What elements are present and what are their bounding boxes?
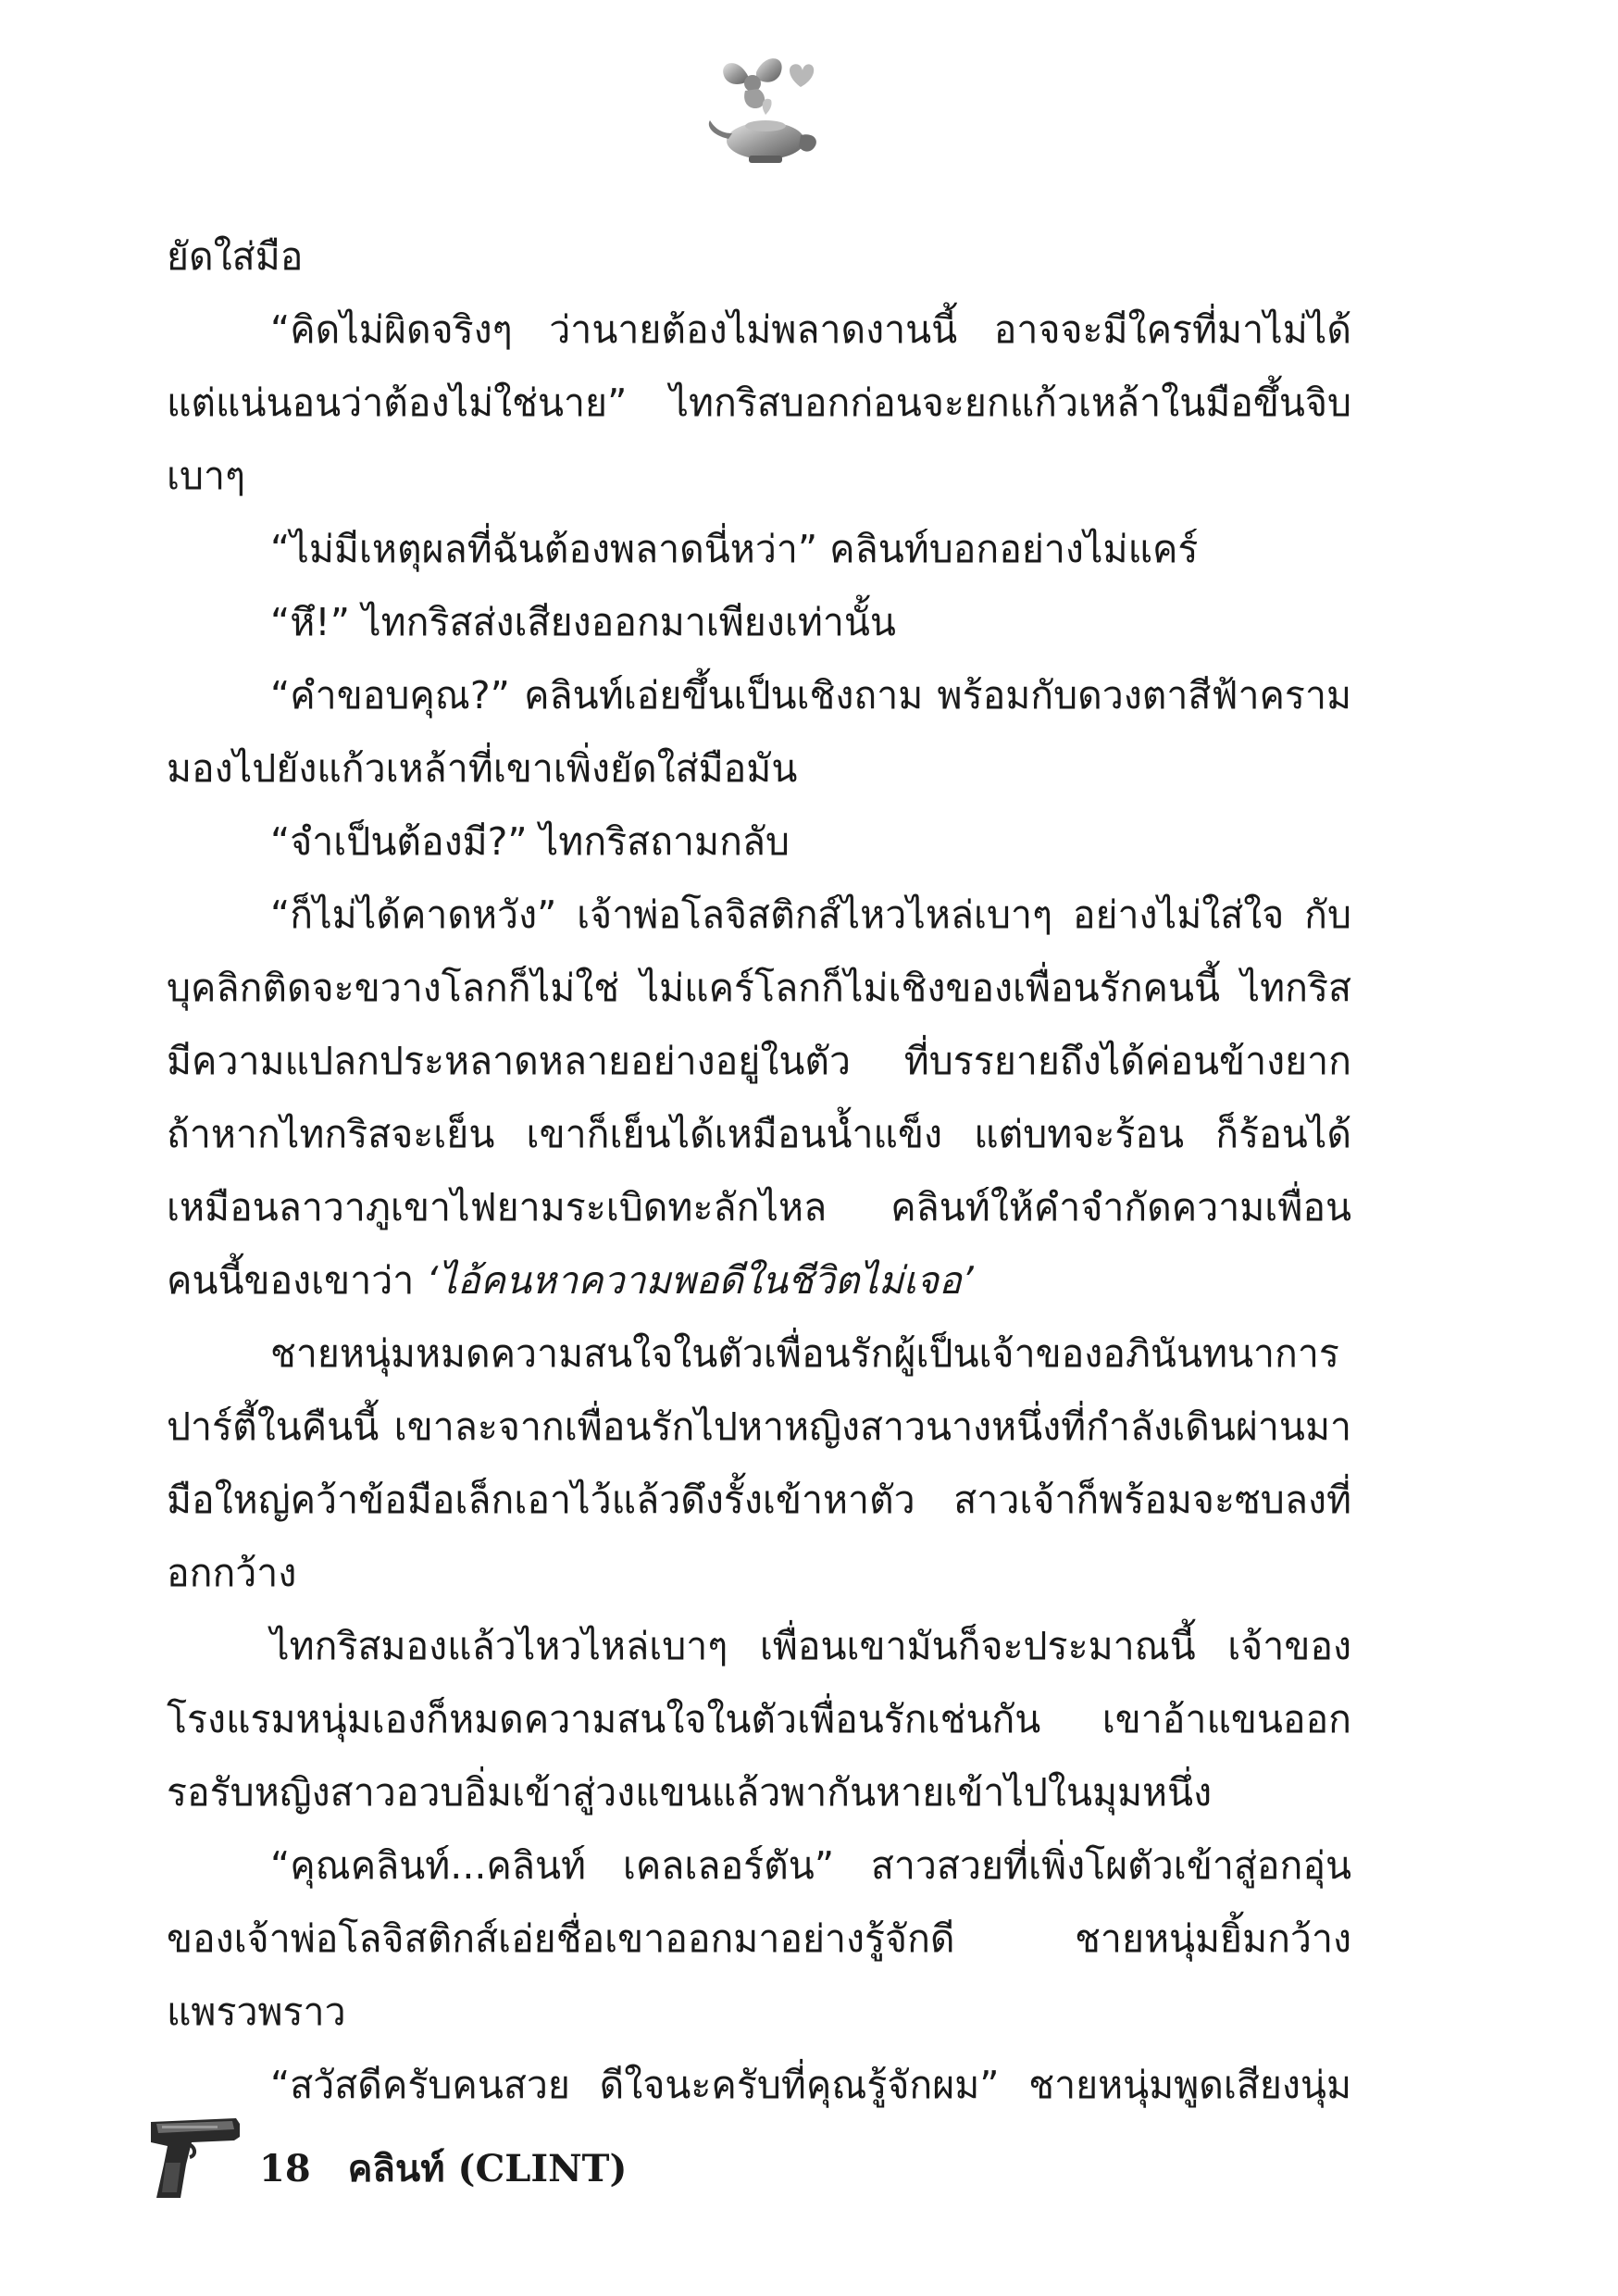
- text-line: [167, 1903, 1351, 1976]
- text-line: [167, 513, 1351, 586]
- text-line-content: “คิดไม่ผิดจริงๆ ว่านายต้องไม่พลาดงานนี้ อาจจะมีใครที่มาไม่ได้: [270, 307, 1351, 352]
- text-line: [167, 1976, 1351, 2049]
- text-line: [167, 659, 1351, 732]
- pistol-icon: [143, 2109, 245, 2202]
- text-line-content: ปาร์ตี้ในคืนนี้ เขาละจากเพื่อนรักไปหาหญิงสาวนางหนึ่งที่กำลังเดินผ่านมา: [167, 1404, 1351, 1449]
- text-line: [167, 586, 1351, 659]
- text-line-content: เบาๆ: [167, 454, 246, 498]
- text-line: [167, 220, 1351, 293]
- text-line-content: “ก็ไม่ได้คาดหวัง” เจ้าพ่อโลจิสติกส์ไหวไหล่เบาๆ อย่างไม่ใส่ใจ กับ: [270, 892, 1351, 937]
- text-line: [167, 1098, 1351, 1171]
- text-line: [167, 1171, 1351, 1244]
- text-line-content: “สวัสดีครับคนสวย ดีใจนะครับที่คุณรู้จักผม” ชายหนุ่มพูดเสียงนุ่ม: [270, 2063, 1351, 2107]
- text-line-content: แต่แน่นอนว่าต้องไม่ใช่นาย” ไทกริสบอกก่อนจะยกแก้วเหล้าในมือขึ้นจิบ: [167, 381, 1351, 425]
- italic-quote: ‘ไอ้คนหาความพอดีในชีวิตไม่เจอ’: [426, 1258, 974, 1303]
- text-line: [167, 1464, 1351, 1537]
- page-footer: [143, 2109, 791, 2211]
- text-line: [167, 952, 1351, 1025]
- text-line: [167, 1683, 1351, 1756]
- text-line: [167, 1537, 1351, 1610]
- text-line: [167, 293, 1351, 367]
- book-title: คลินท์ (CLINT): [347, 2147, 628, 2190]
- text-line-content: คนนี้ของเขาว่า: [167, 1258, 415, 1303]
- text-line: [167, 1829, 1351, 1903]
- text-line-content: ของเจ้าพ่อโลจิสติกส์เอ่ยชื่อเขาออกมาอย่างรู้จักดี ชายหนุ่มยิ้มกว้าง: [167, 1916, 1351, 1961]
- text-line: [167, 1610, 1351, 1683]
- text-line: [167, 732, 1351, 805]
- text-line-content: แพรวพราว: [167, 1990, 346, 2034]
- text-line: [167, 367, 1351, 440]
- text-line-content: “คุณคลินท์...คลินท์ เคลเลอร์ตัน” สาวสวยที่เพิ่งโผตัวเข้าสู่อกอุ่น: [270, 1843, 1351, 1888]
- text-line: [167, 805, 1351, 879]
- body-text: [167, 220, 1351, 2122]
- text-line: [167, 1391, 1351, 1464]
- text-line-content: มองไปยังแก้วเหล้าที่เขาเพิ่งยัดใส่มือมัน: [167, 746, 798, 791]
- text-line: [167, 1317, 1351, 1391]
- text-line-content: โรงแรมหนุ่มเองก็หมดความสนใจในตัวเพื่อนรักเช่นกัน เขาอ้าแขนออก: [167, 1697, 1351, 1741]
- text-line-content: อกกว้าง: [167, 1551, 297, 1595]
- text-line-content: “ไม่มีเหตุผลที่ฉันต้องพลาดนี่หว่า” คลินท์บอกอย่างไม่แคร์: [270, 527, 1199, 571]
- text-line: [167, 440, 1351, 513]
- text-line-content: ยัดใส่มือ: [167, 234, 304, 279]
- text-line: [167, 1244, 1351, 1317]
- text-line-content: “คำขอบคุณ?” คลินท์เอ่ยขึ้นเป็นเชิงถาม พร้อมกับดวงตาสีฟ้าคราม: [270, 673, 1351, 718]
- text-line-content: “หึ!” ไทกริสส่งเสียงออกมาเพียงเท่านั้น: [270, 600, 896, 644]
- page-number: 18: [259, 2147, 311, 2190]
- cupid-teapot-ornament-icon: [699, 46, 828, 185]
- text-line-content: มือใหญ่คว้าข้อมือเล็กเอาไว้แล้วดึงรั้งเข้าหาตัว สาวเจ้าก็พร้อมจะซบลงที่: [167, 1478, 1351, 1522]
- text-line-content: ชายหนุ่มหมดความสนใจในตัวเพื่อนรักผู้เป็นเจ้าของอภินันทนาการ: [270, 1331, 1339, 1376]
- text-line-content: เหมือนลาวาภูเขาไฟยามระเบิดทะลักไหล คลินท์ให้คำจำกัดความเพื่อน: [167, 1185, 1351, 1229]
- text-line: [167, 1756, 1351, 1829]
- text-line-content: ถ้าหากไทกริสจะเย็น เขาก็เย็นได้เหมือนน้ำแข็ง แต่บทจะร้อน ก็ร้อนได้: [167, 1112, 1351, 1156]
- text-line-content: มีความแปลกประหลาดหลายอย่างอยู่ในตัว ที่บรรยายถึงได้ค่อนข้างยาก: [167, 1039, 1351, 1083]
- text-line-content: “จำเป็นต้องมี?” ไทกริสถามกลับ: [270, 819, 790, 864]
- text-line-content: บุคลิกติดจะขวางโลกก็ไม่ใช่ ไม่แคร์โลกก็ไม่เชิงของเพื่อนรักคนนี้ ไทกริส: [167, 966, 1351, 1010]
- text-line-content: ไทกริสมองแล้วไหวไหล่เบาๆ เพื่อนเขามันก็จะประมาณนี้ เจ้าของ: [270, 1624, 1351, 1668]
- text-line: [167, 879, 1351, 952]
- text-line-content: รอรับหญิงสาวอวบอิ่มเข้าสู่วงแขนแล้วพากันหายเข้าไปในมุมหนึ่ง: [167, 1770, 1213, 1815]
- text-line: [167, 1025, 1351, 1098]
